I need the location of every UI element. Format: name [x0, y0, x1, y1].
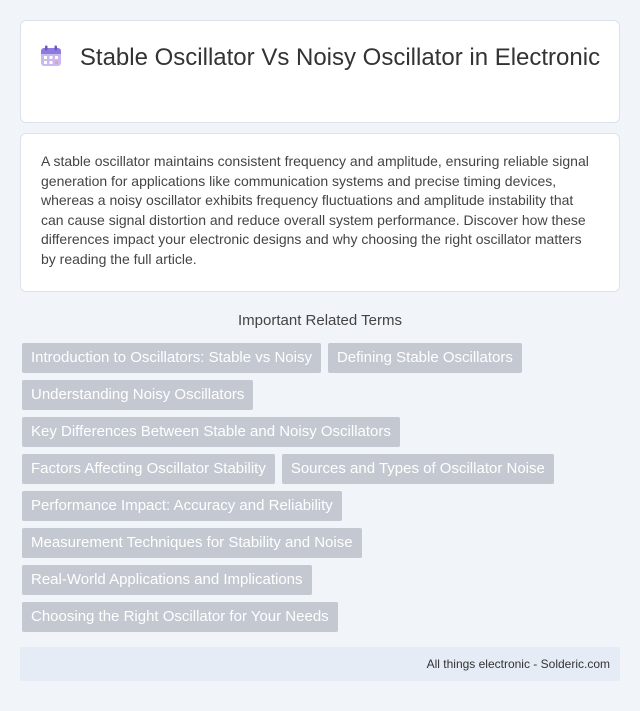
related-term-tag[interactable]: Sources and Types of Oscillator Noise [282, 454, 554, 484]
summary-card [20, 133, 620, 292]
footer [20, 647, 620, 681]
related-term-tag[interactable]: Defining Stable Oscillators [328, 343, 522, 373]
related-term-tag[interactable]: Key Differences Between Stable and Noisy Oscillators [22, 417, 400, 447]
related-term-tag[interactable]: Factors Affecting Oscillator Stability [22, 454, 275, 484]
related-term-tag[interactable]: Real-World Applications and Implications [22, 565, 312, 595]
footer-credit: All things electronic - Solderic.com [426, 657, 610, 671]
related-term-tag[interactable]: Measurement Techniques for Stability and Noise [22, 528, 362, 558]
related-term-tag[interactable]: Choosing the Right Oscillator for Your Needs [22, 602, 338, 632]
summary-text: A stable oscillator maintains consistent frequency and amplitude, ensuring reliable signal generation for applications like communication systems and precise timing devices, whereas a noisy oscillator exhibits frequency fluctuations and amplitude instability that can cause signal distortion and reduce overall system performance. Discover how these differences impact your electronic designs and why choosing the right oscillator matters by reading the full article. [41, 153, 589, 267]
related-terms-heading: Important Related Terms [238, 312, 402, 329]
related-term-tag[interactable]: Understanding Noisy Oscillators [22, 380, 253, 410]
related-terms-list [22, 343, 622, 632]
page-title [21, 43, 619, 73]
title-text: Stable Oscillator Vs Noisy Oscillator in Electronic [79, 44, 601, 71]
related-term-tag[interactable]: Performance Impact: Accuracy and Reliability [22, 491, 342, 521]
calendar-icon [40, 45, 62, 67]
title-card [20, 20, 620, 123]
related-term-tag[interactable]: Introduction to Oscillators: Stable vs Noisy [22, 343, 321, 373]
